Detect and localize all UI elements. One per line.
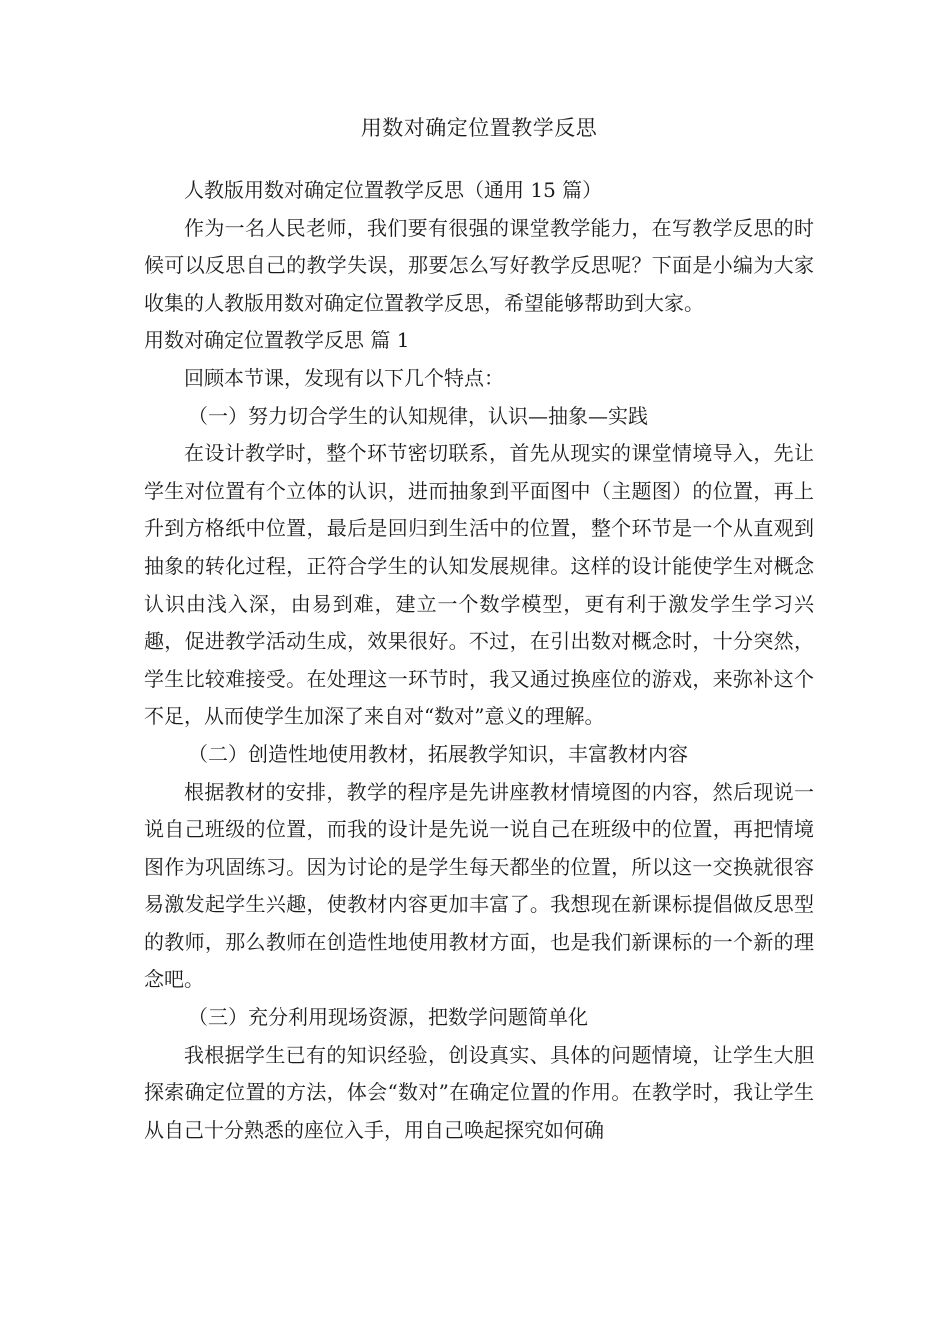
document-title: 用数对确定位置教学反思 bbox=[360, 116, 598, 140]
intro-paragraph: 作为一名人民老师，我们要有很强的课堂教学能力，在写教学反思的时候可以反思自己的教学失误，那要怎么写好教学反思呢？下面是小编为大家收集的人教版用数对确定位置教学反思，希望能够帮助到大家。 bbox=[144, 215, 814, 315]
body-paragraph: 回顾本节课，发现有以下几个特点： bbox=[184, 365, 504, 390]
subsection-heading: （三）充分利用现场资源，把数学问题简单化 bbox=[188, 1005, 588, 1030]
body-paragraph: 我根据学生已有的知识经验，创设真实、具体的问题情境，让学生大胆探索确定位置的方法，体会“数对”在确定位置的作用。在教学时，我让学生从自己十分熟悉的座位入手，用自己唤起探究如何确 bbox=[144, 1042, 814, 1142]
document-body bbox=[144, 172, 814, 1149]
body-paragraph: 根据教材的安排，教学的程序是先讲座教材情境图的内容，然后现说一说自己班级的位置，而我的设计是先说一说自己在班级中的位置，再把情境图作为巩固练习。因为讨论的是学生每天都坐的位置，所以这一交换就很容易激发起学生兴趣，使教材内容更加丰富了。我想现在新课标提倡做反思型的教师，那么教师在创造性地使用教材方面，也是我们新课标的一个新的理念吧。 bbox=[144, 779, 814, 992]
section-heading: 用数对确定位置教学反思 篇 1 bbox=[144, 328, 410, 353]
subtitle-paragraph: 人教版用数对确定位置教学反思（通用 15 篇） bbox=[184, 178, 603, 202]
subsection-heading: （二）创造性地使用教材，拓展教学知识，丰富教材内容 bbox=[188, 741, 688, 766]
body-paragraph: 在设计教学时，整个环节密切联系，首先从现实的课堂情境导入，先让学生对位置有个立体的认识，进而抽象到平面图中（主题图）的位置，再上升到方格纸中位置，最后是回归到生活中的位置，整个环节是一个从直观到抽象的转化过程，正符合学生的认知发展规律。这样的设计能使学生对概念认识由浅入深，由易到难，建立一个数学模型，更有利于激发学生学习兴趣，促进教学活动生成，效果很好。不过，在引出数对概念时，十分突然，学生比较难接受。在处理这一环节时，我又通过换座位的游戏，来弥补这个不足，从而使学生加深了来自对“数对”意义的理解。 bbox=[144, 441, 814, 729]
subsection-heading: （一）努力切合学生的认知规律，认识—抽象—实践 bbox=[188, 403, 648, 428]
